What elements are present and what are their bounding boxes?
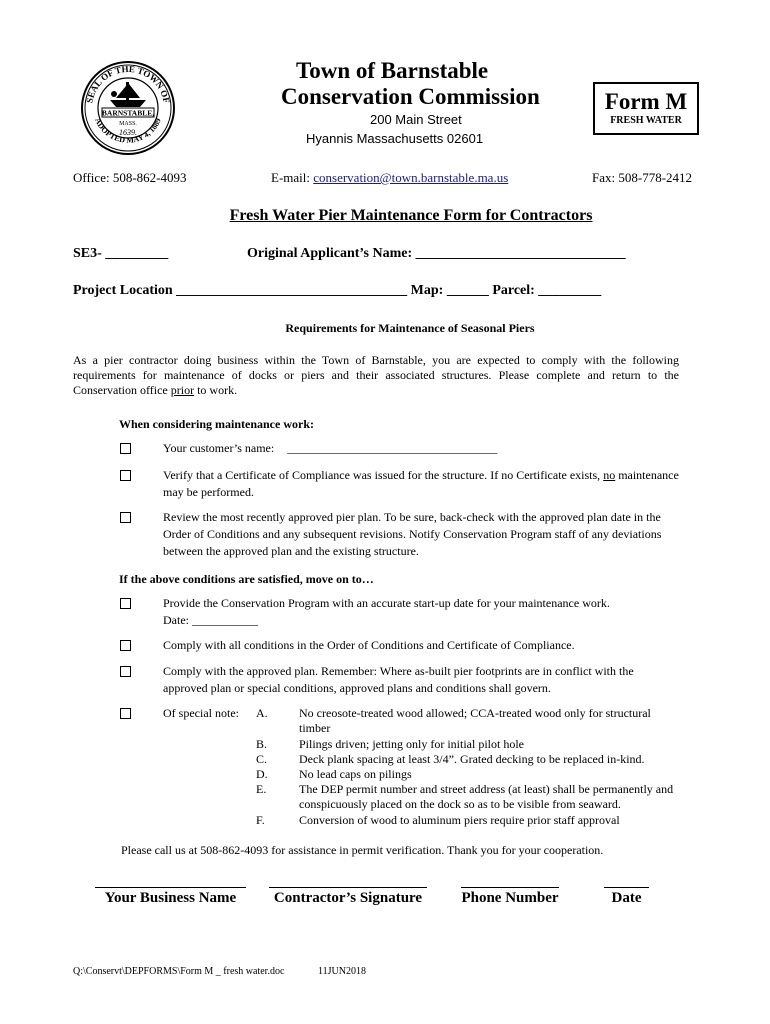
applicant-name-field[interactable]: Original Applicant’s Name: ______________________________ bbox=[247, 246, 626, 261]
note-letter-c: C. bbox=[256, 752, 268, 766]
review-plan-checkbox[interactable] bbox=[120, 512, 131, 523]
review-plan-item: Review the most recently approved pier plan. To be sure, back-check with the approved plan date in the Order of Conditions and any subsequent revisions. Notify Conservation Program staff of any deviations between the approved plan and the existing structure. bbox=[163, 510, 662, 558]
customer-name-label: Your customer’s name: bbox=[163, 441, 275, 455]
intro-text-1: As a pier contractor doing business within the Town of Barnstable, you are expected to comply with the following requirements for maintenance of docks or piers and their associated structures. Please complete and return to the Conservation office bbox=[73, 353, 679, 397]
se3-field[interactable]: SE3- _________ bbox=[73, 246, 169, 261]
email-line bbox=[271, 170, 508, 186]
customer-name-item bbox=[163, 440, 693, 457]
phone-number-line[interactable] bbox=[461, 887, 559, 888]
header-title-line2: Conservation Commission bbox=[281, 84, 540, 109]
note-text-a: No creosote-treated wood allowed; CCA-treated wood only for structural timber bbox=[299, 706, 651, 735]
email-link[interactable]: conservation@town.barnstable.ma.us bbox=[313, 170, 509, 185]
startup-date-checkbox[interactable] bbox=[120, 598, 131, 609]
startup-date-field[interactable]: Date: ___________ bbox=[163, 613, 258, 627]
signature-line[interactable] bbox=[269, 887, 427, 888]
note-text-c: Deck plank spacing at least 3/4”. Grated decking to be replaced in-kind. bbox=[299, 752, 645, 766]
footer-file-path: Q:\Conservt\DEPFORMS\Form M _ fresh water.doc bbox=[73, 966, 285, 977]
requirements-heading: Requirements for Maintenance of Seasonal Piers bbox=[285, 321, 535, 335]
intro-text-2: to work. bbox=[194, 383, 238, 397]
seal-top-text: SEAL OF THE TOWN OF bbox=[84, 63, 172, 104]
seal-bottom-text: ADOPTED MAY 4, 1889 bbox=[93, 116, 163, 145]
special-note-label: Of special note: bbox=[163, 706, 239, 720]
form-id-box bbox=[593, 82, 699, 135]
seal-year: 1639. bbox=[119, 128, 137, 137]
date-label: Date bbox=[611, 890, 642, 906]
form-id-title: Form M bbox=[604, 89, 688, 114]
address-city: Hyannis Massachusetts 02601 bbox=[306, 131, 484, 146]
certificate-item bbox=[163, 467, 693, 501]
note-letter-d: D. bbox=[256, 767, 268, 781]
seal-center-name: BARNSTABLE, bbox=[101, 108, 155, 118]
note-letter-f: F. bbox=[256, 813, 265, 827]
fax-number: Fax: 508-778-2412 bbox=[592, 170, 693, 185]
note-text-e: The DEP permit number and street address (at least) shall be permanently and conspicuously placed on the dock so as to be visible from seaward. bbox=[299, 782, 674, 811]
intro-prior: prior bbox=[170, 383, 195, 397]
note-letter-a: A. bbox=[256, 706, 268, 720]
note-text-d: No lead caps on pilings bbox=[299, 767, 412, 781]
note-letter-b: B. bbox=[256, 737, 268, 751]
comply-conditions-checkbox[interactable] bbox=[120, 640, 131, 651]
town-seal bbox=[80, 60, 176, 156]
certificate-text-2: maintenance may be performed. bbox=[163, 468, 679, 499]
section2-heading: If the above conditions are satisfied, move on to… bbox=[119, 572, 374, 586]
office-phone: Office: 508-862-4093 bbox=[73, 170, 187, 185]
comply-plan-checkbox[interactable] bbox=[120, 666, 131, 677]
date-line[interactable] bbox=[604, 887, 649, 888]
note-text-f: Conversion of wood to aluminum piers require prior staff approval bbox=[299, 813, 620, 827]
footer-date: 11JUN2018 bbox=[318, 966, 366, 977]
note-text-b: Pilings driven; jetting only for initial pilot hole bbox=[299, 737, 524, 751]
customer-name-checkbox[interactable] bbox=[120, 443, 131, 454]
note-letter-e: E. bbox=[256, 782, 267, 796]
project-location-field[interactable]: Project Location _________________________________ Map: ______ Parcel: _________ bbox=[73, 283, 602, 298]
business-name-label: Your Business Name bbox=[104, 890, 237, 906]
certificate-text-1: Verify that a Certificate of Compliance was issued for the structure. If no Certificate exists, bbox=[163, 468, 604, 482]
intro-paragraph bbox=[73, 353, 679, 398]
address-street: 200 Main Street bbox=[370, 112, 462, 127]
section1-heading: When considering maintenance work: bbox=[119, 417, 314, 431]
seal-center-state: MASS. bbox=[119, 121, 137, 127]
customer-name-blank[interactable]: ___________________________________ bbox=[287, 441, 498, 455]
form-title: Fresh Water Pier Maintenance Form for Contractors bbox=[229, 207, 593, 224]
form-id-subtitle: FRESH WATER bbox=[610, 115, 682, 126]
startup-date-text: Provide the Conservation Program with an accurate start-up date for your maintenance work. bbox=[163, 596, 610, 610]
startup-date-item bbox=[163, 595, 693, 629]
certificate-checkbox[interactable] bbox=[120, 470, 131, 481]
signature-label: Contractor’s Signature bbox=[273, 890, 423, 906]
certificate-no: no bbox=[603, 468, 616, 482]
comply-conditions-item: Comply with all conditions in the Order of Conditions and Certificate of Compliance. bbox=[163, 638, 575, 652]
header-title-line1: Town of Barnstable bbox=[296, 58, 489, 83]
phone-number-label: Phone Number bbox=[461, 890, 559, 906]
comply-plan-item: Comply with the approved plan. Remember: Where as-built pier footprints are in conflict with the approved plan or special conditions, approved plans and conditions shall govern. bbox=[163, 664, 634, 695]
business-name-line[interactable] bbox=[95, 887, 246, 888]
email-label: E-mail: bbox=[271, 170, 314, 185]
special-note-checkbox[interactable] bbox=[120, 708, 131, 719]
closing-note: Please call us at 508-862-4093 for assistance in permit verification. Thank you for your cooperation. bbox=[121, 843, 604, 857]
